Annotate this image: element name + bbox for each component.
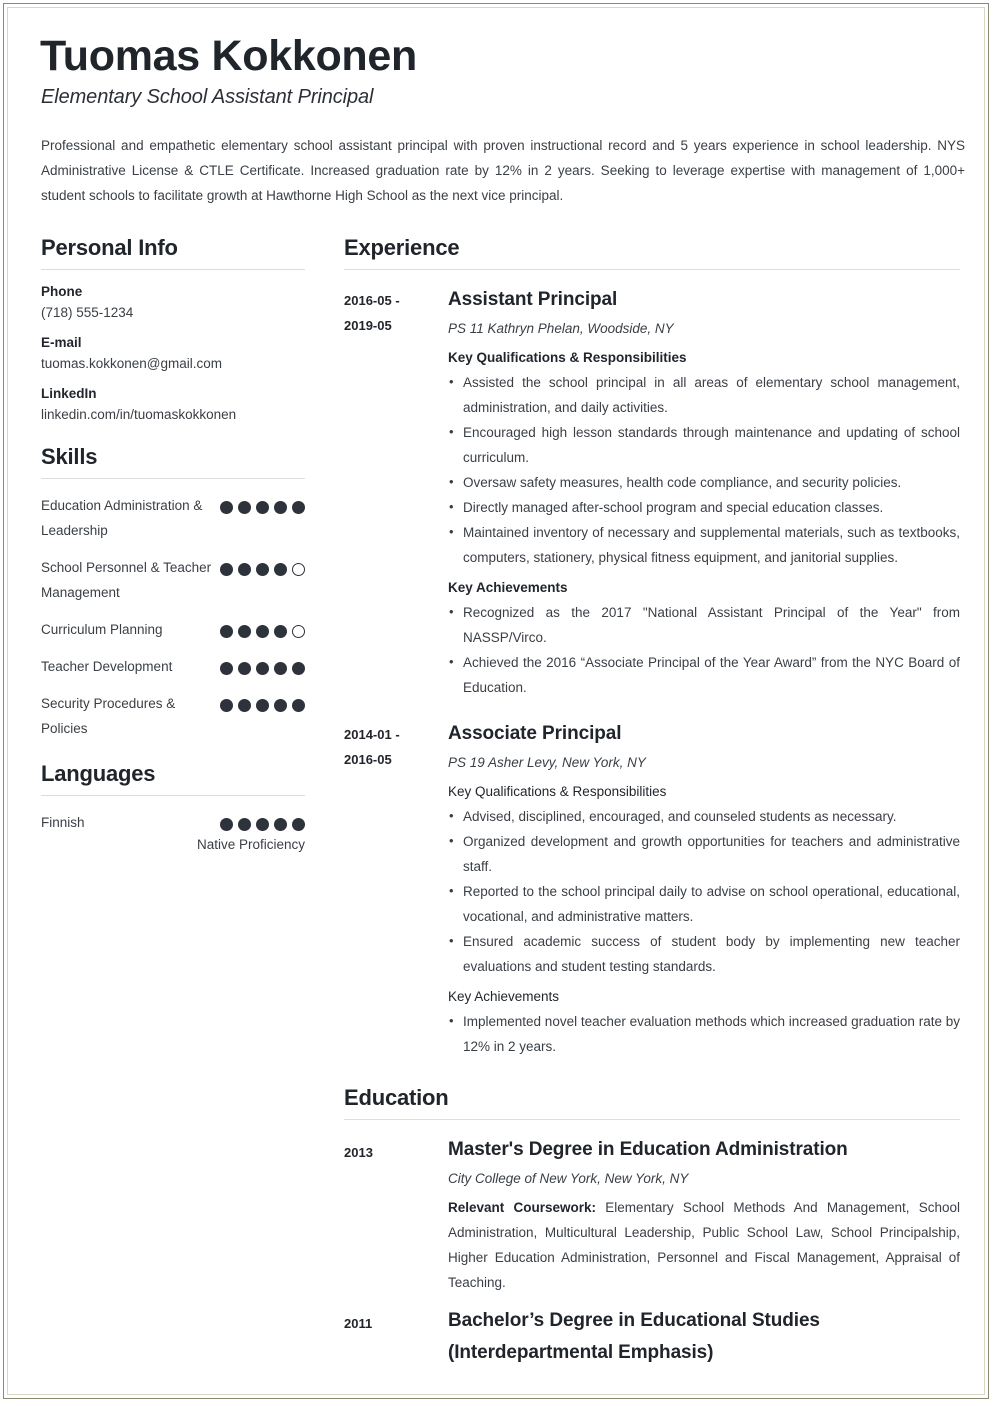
skill-item: [41, 654, 305, 679]
experience-date-end: 2016-05: [344, 752, 392, 768]
section-skills: [41, 444, 305, 741]
experience-achievements-label: Key Achievements: [448, 580, 568, 596]
experience-details: [448, 284, 960, 700]
skill-item: [41, 493, 305, 543]
personal-info-field-email: [41, 335, 305, 371]
rating-dot-filled: [238, 625, 251, 638]
experience-entry: [344, 718, 960, 1059]
language-proficiency: Native Proficiency: [196, 837, 305, 853]
experience-date-end: 2019-05: [344, 318, 392, 334]
personal-info-field-phone: [41, 284, 305, 320]
section-experience: [344, 235, 960, 1059]
resume-body: [37, 235, 960, 1379]
experience-organization: PS 11 Kathryn Phelan, Woodside, NY: [448, 321, 674, 337]
skill-rating-dots: [220, 493, 305, 514]
personal-info-heading: Personal Info: [41, 235, 178, 261]
skill-item: [41, 617, 305, 642]
section-education: [344, 1085, 960, 1369]
bullet-item: [448, 829, 960, 879]
rating-dot-filled: [256, 625, 269, 638]
rating-dot-filled: [274, 699, 287, 712]
candidate-name: Tuomas Kokkonen: [40, 32, 417, 80]
main-column: [305, 235, 960, 1379]
experience-entry: [344, 284, 960, 700]
education-date: 2013: [344, 1145, 373, 1161]
rating-dot-filled: [220, 501, 233, 514]
coursework-label: Relevant Coursework:: [448, 1200, 597, 1216]
bullet-text: Implemented novel teacher evaluation methods which increased graduation rate by 12% in 2 years.: [463, 1014, 960, 1055]
rating-dot-filled: [238, 501, 251, 514]
phone-value: (718) 555-1234: [41, 305, 134, 321]
rating-dot-filled: [292, 699, 305, 712]
experience-achievements-list: [448, 600, 960, 700]
rating-dot-filled: [256, 818, 269, 831]
experience-date: [344, 284, 448, 700]
rating-dot-filled: [274, 563, 287, 576]
education-degree-line2: (Interdepartmental Emphasis): [448, 1342, 714, 1364]
skill-label: Teacher Development: [41, 659, 173, 675]
languages-divider: [41, 795, 305, 796]
resume-header: [37, 32, 965, 208]
rating-dot-filled: [238, 563, 251, 576]
skill-rating-dots: [220, 555, 305, 576]
languages-heading: Languages: [41, 761, 156, 787]
education-heading: Education: [344, 1085, 449, 1111]
linkedin-value[interactable]: linkedin.com/in/tuomaskokkonen: [41, 407, 237, 423]
experience-organization: PS 19 Asher Levy, New York, NY: [448, 755, 646, 771]
skill-rating-dots: [220, 691, 305, 712]
professional-summary: Professional and empathetic elementary school assistant principal with proven instructional record and 5 years experience in school leadership. NYS Administrative License & CTLE Certificate. Increased graduation rate by 12% in 2 years. Seeking to leverage expertise with management of 1,000+ student schools to facilitate growth at Hawthorne High School as the next vice principal.: [41, 138, 965, 204]
email-label: E-mail: [41, 335, 82, 351]
bullet-item: [448, 520, 960, 570]
education-degree: [448, 1305, 960, 1369]
experience-responsibilities-list: [448, 370, 960, 570]
skill-label: Education Administration & Leadership: [41, 498, 203, 539]
bullet-item: [448, 470, 960, 495]
education-details: [448, 1134, 960, 1295]
language-item: [41, 810, 305, 835]
bullet-item: [448, 420, 960, 470]
rating-dot-filled: [292, 501, 305, 514]
education-date: 2011: [344, 1316, 373, 1332]
rating-dot-filled: [220, 563, 233, 576]
rating-dot-filled: [256, 563, 269, 576]
skill-label: School Personnel & Teacher Management: [41, 560, 212, 601]
skill-label: Security Procedures & Policies: [41, 696, 176, 737]
skills-list: [41, 493, 305, 741]
experience-divider: [344, 269, 960, 270]
experience-spacer: [344, 704, 960, 718]
rating-dot-filled: [238, 662, 251, 675]
experience-date: [344, 718, 448, 1059]
education-coursework: [448, 1195, 960, 1295]
bullet-item: [448, 879, 960, 929]
bullet-text: Recognized as the 2017 "National Assistant Principal of the Year" from NASSP/Virco.: [463, 605, 960, 646]
rating-dot-empty: [292, 625, 305, 638]
bullet-item: [448, 600, 960, 650]
section-languages: [41, 761, 305, 852]
languages-list: [41, 810, 305, 852]
experience-responsibilities-list: [448, 804, 960, 979]
skills-divider: [41, 478, 305, 479]
sidebar-column: [37, 235, 305, 1379]
resume-page-frame: [3, 3, 989, 1399]
bullet-text: Advised, disciplined, encouraged, and counseled students as necessary.: [463, 809, 897, 825]
rating-dot-filled: [220, 625, 233, 638]
skill-item: [41, 555, 305, 605]
experience-responsibilities-label: Key Qualifications & Responsibilities: [448, 784, 667, 800]
experience-details: [448, 718, 960, 1059]
bullet-text: Directly managed after-school program and special education classes.: [463, 500, 884, 516]
experience-date-start: 2014-01 -: [344, 727, 400, 743]
bullet-text: Maintained inventory of necessary and supplemental materials, such as textbooks, computers, stationery, physical fitness equipment, and janitorial supplies.: [463, 525, 960, 566]
candidate-job-title: Elementary School Assistant Principal: [41, 86, 374, 109]
rating-dot-filled: [274, 501, 287, 514]
bullet-item: [448, 1009, 960, 1059]
experience-heading: Experience: [344, 235, 460, 261]
bullet-item: [448, 370, 960, 420]
rating-dot-filled: [274, 818, 287, 831]
education-entry: [344, 1305, 960, 1369]
bullet-item: [448, 495, 960, 520]
resume-sheet: [4, 4, 990, 1400]
rating-dot-filled: [220, 699, 233, 712]
personal-info-divider: [41, 269, 305, 270]
coursework-text: Elementary School Methods And Management, School Administration, Multicultural Leadership, Public School Law, School Principalship, Higher Education Administration, Personnel and Fiscal Management, Appraisal of Teaching.: [448, 1200, 960, 1291]
experience-responsibilities-label: Key Qualifications & Responsibilities: [448, 350, 687, 366]
education-degree-line1: Bachelor’s Degree in Educational Studies: [448, 1310, 820, 1332]
experience-job-title: Associate Principal: [448, 723, 622, 745]
linkedin-label: LinkedIn: [41, 386, 97, 402]
bullet-item: [448, 804, 960, 829]
skills-heading: Skills: [41, 444, 98, 470]
rating-dot-filled: [238, 699, 251, 712]
skill-rating-dots: [220, 654, 305, 675]
rating-dot-filled: [292, 818, 305, 831]
rating-dot-filled: [238, 818, 251, 831]
skill-rating-dots: [220, 617, 305, 638]
bullet-text: Oversaw safety measures, health code compliance, and security policies.: [463, 475, 902, 491]
skill-label: Curriculum Planning: [41, 622, 163, 638]
bullet-text: Assisted the school principal in all areas of elementary school management, administration, and daily activities.: [463, 375, 960, 416]
bullet-text: Achieved the 2016 “Associate Principal of the Year Award” from the NYC Board of Education.: [463, 655, 960, 696]
bullet-text: Encouraged high lesson standards through maintenance and updating of school curriculum.: [463, 425, 960, 466]
education-degree: Master's Degree in Education Administration: [448, 1139, 848, 1161]
rating-dot-filled: [256, 662, 269, 675]
rating-dot-filled: [292, 662, 305, 675]
email-value[interactable]: tuomas.kokkonen@gmail.com: [41, 356, 223, 372]
bullet-text: Ensured academic success of student body by implementing new teacher evaluations and student testing standards.: [463, 934, 960, 975]
section-personal-info: [41, 235, 305, 422]
skill-item: [41, 691, 305, 741]
experience-job-title: Assistant Principal: [448, 289, 618, 311]
education-school: City College of New York, New York, NY: [448, 1171, 689, 1187]
experience-achievements-label: Key Achievements: [448, 989, 560, 1005]
rating-dot-filled: [220, 818, 233, 831]
language-rating-dots: [220, 810, 305, 831]
bullet-item: [448, 929, 960, 979]
personal-info-field-linkedin: [41, 386, 305, 422]
education-divider: [344, 1119, 960, 1120]
bullet-item: [448, 650, 960, 700]
education-details: [448, 1305, 960, 1369]
bullet-text: Organized development and growth opportunities for teachers and administrative staff.: [463, 834, 960, 875]
rating-dot-filled: [220, 662, 233, 675]
language-label: Finnish: [41, 815, 85, 831]
phone-label: Phone: [41, 284, 83, 300]
rating-dot-filled: [256, 699, 269, 712]
bullet-text: Reported to the school principal daily to advise on school operational, educational, vocational, and administrative matters.: [463, 884, 960, 925]
education-entry: [344, 1134, 960, 1295]
rating-dot-filled: [274, 662, 287, 675]
experience-date-start: 2016-05 -: [344, 293, 400, 309]
rating-dot-filled: [256, 501, 269, 514]
experience-achievements-list: [448, 1009, 960, 1059]
rating-dot-empty: [292, 563, 305, 576]
rating-dot-filled: [274, 625, 287, 638]
